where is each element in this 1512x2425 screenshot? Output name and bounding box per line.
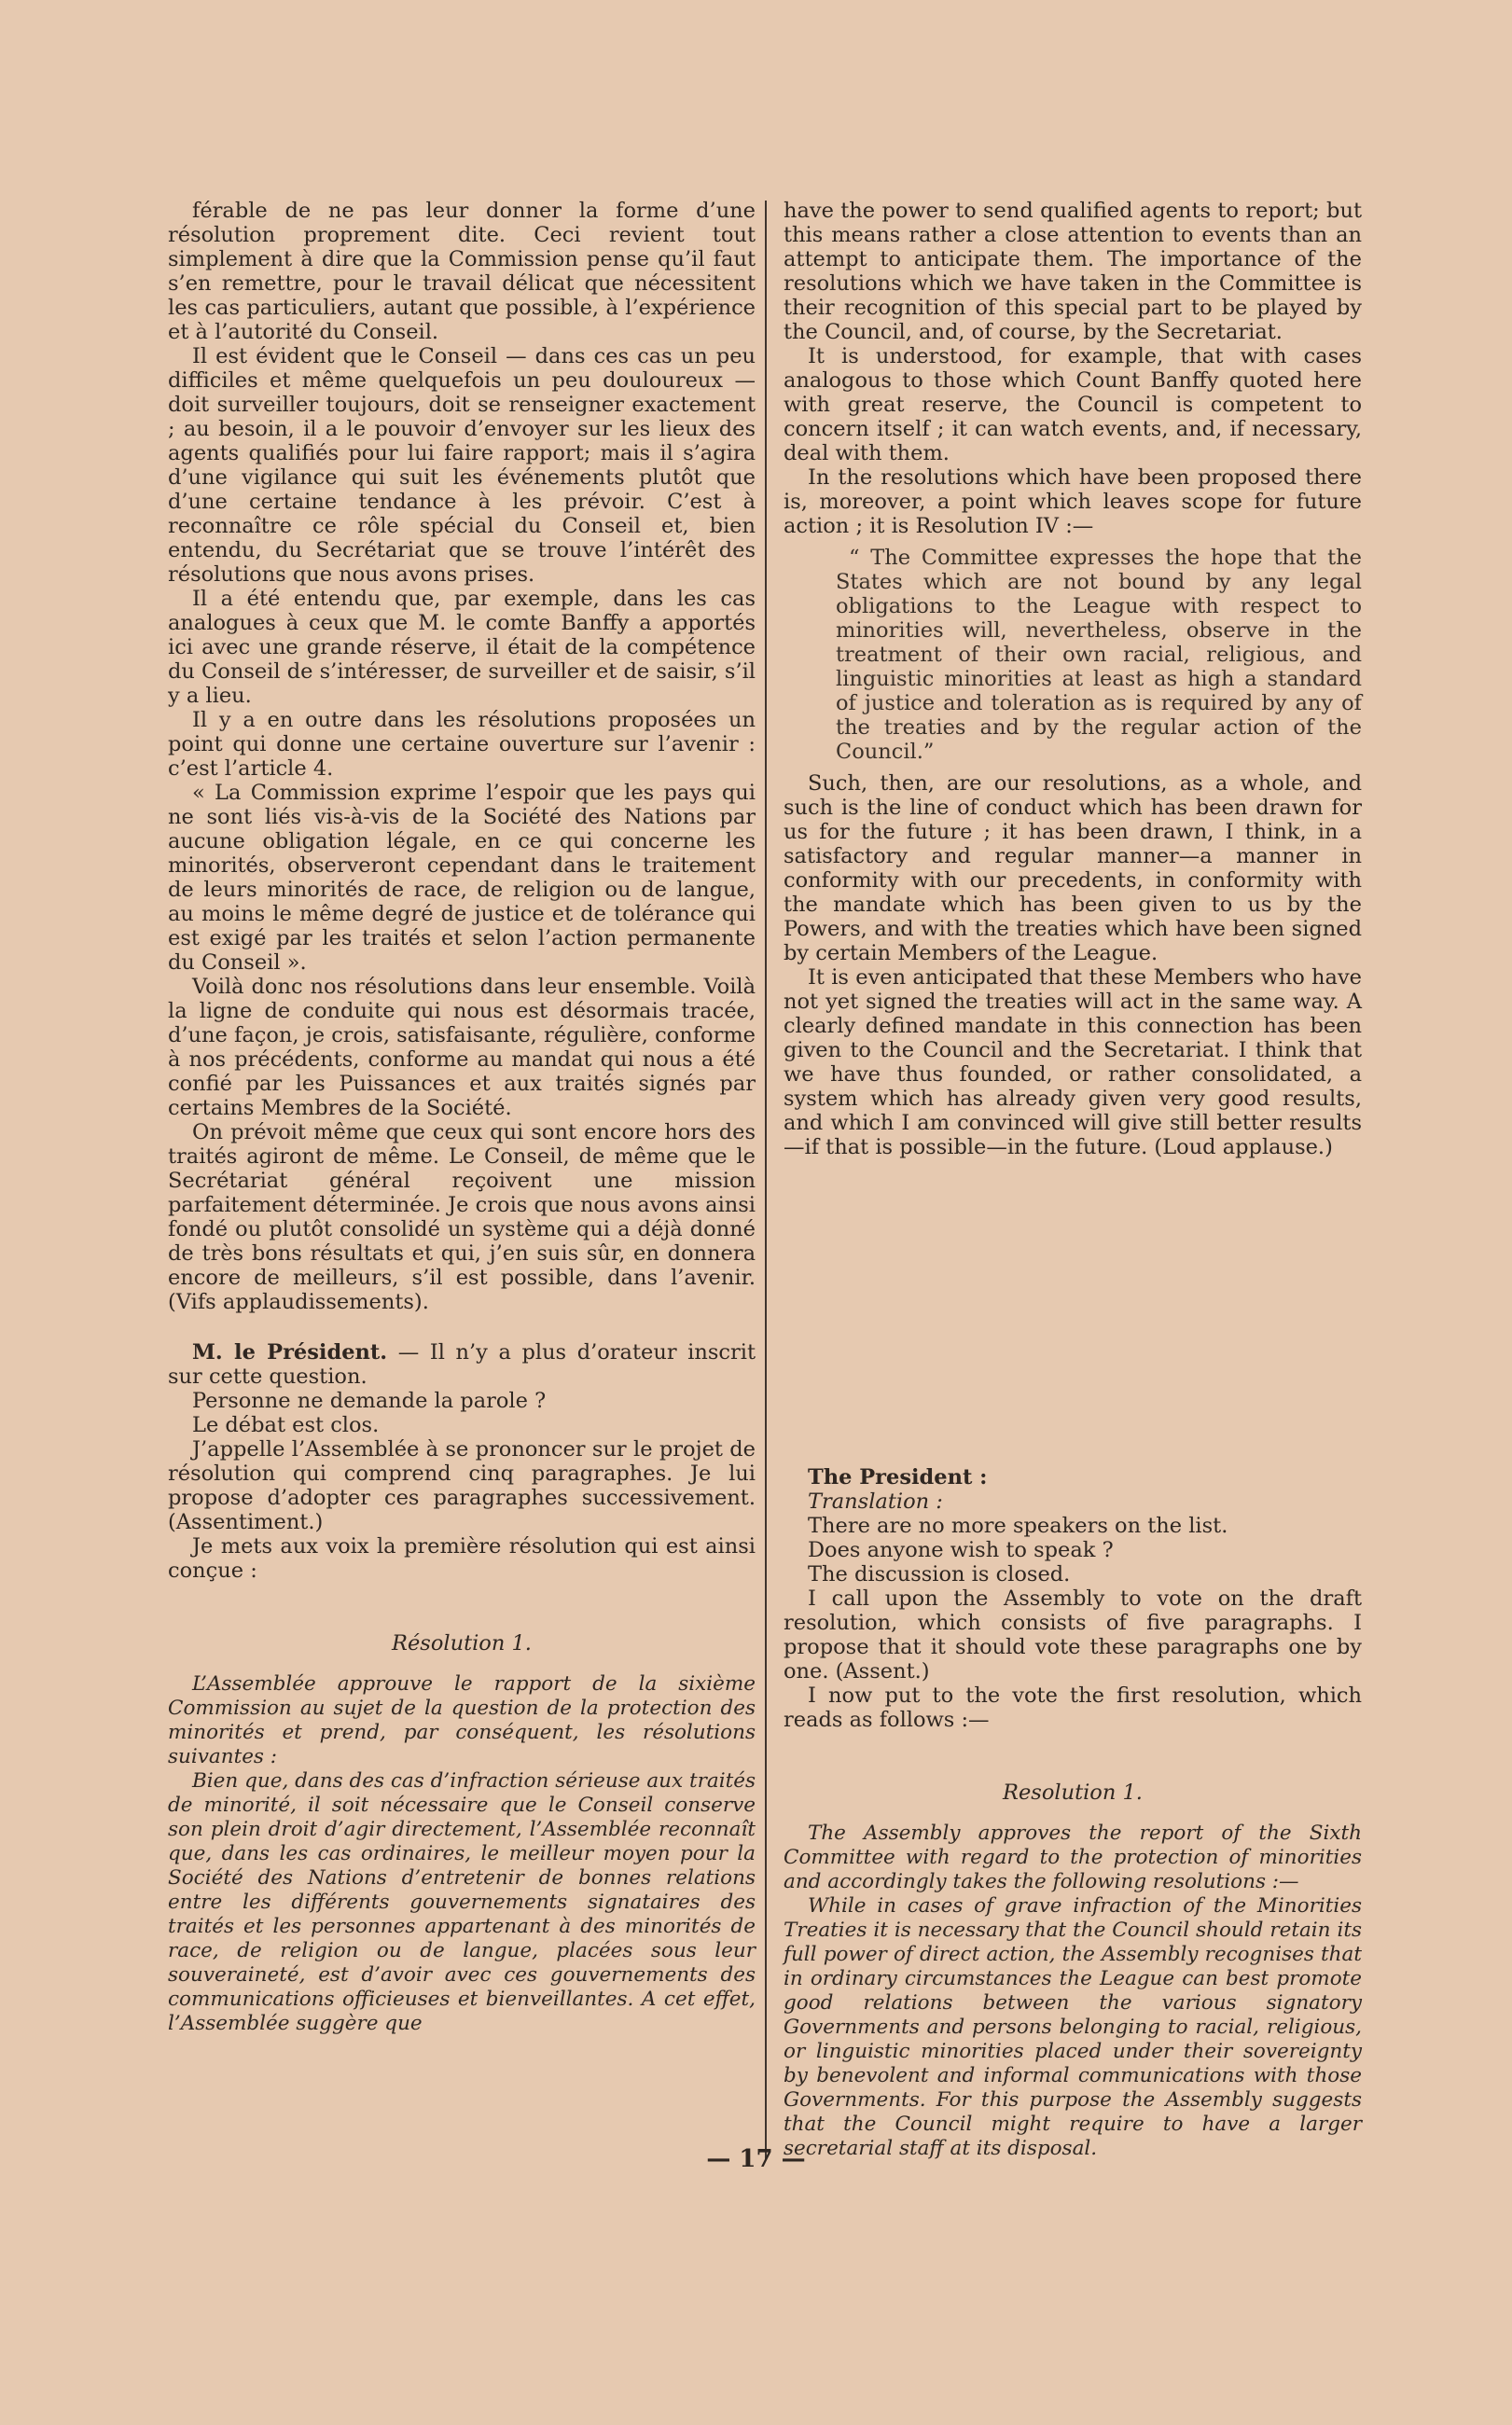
fr-president-line: J’appelle l’Assemblée à se prononcer sur le projet de résolution qui comprend cinq paragraphes. Je lui propose d’adopter ces paragraphes successivement. (Assentiment.) — [168, 1437, 756, 1534]
fr-president-line: Le débat est clos. — [192, 1413, 380, 1437]
en-paragraph: Such, then, are our resolutions, as a whole, and such is the line of conduct which has been drawn for us for the future ; it has been drawn, I think, in a satisfactory and regular manner—a manner in conformity with our precedents, in conformity with the mandate which has been given to us by the Powers, and with the treaties which have been signed by certain Members of the League. — [784, 771, 1362, 965]
fr-resolution-paragraph: Bien que, dans des cas d’infraction sérieuse aux traités de minorité, il soit nécessaire que le Conseil conserve son plein droit d’agir directement, l’Assemblée reconnaît que, dans les cas ordinaires, le meilleur moyen pour la Société des Nations d’entretenir de bonnes relations entre les différents gouvernements signataires des traités et les personnes appartenant à des minorités de race, de religion ou de langue, placées sous leur souveraineté, est d’avoir avec ces gouvernements des communications officieuses et bienveillantes. A cet effet, l’Assemblée suggère que — [168, 1769, 756, 2035]
fr-president-block — [168, 1340, 756, 1583]
english-column — [784, 199, 1362, 2161]
fr-president-line: — Il n’y a plus d’orateur inscrit sur cette question. — [168, 1340, 756, 1389]
en-president-line: I call upon the Assembly to vote on the draft resolution, which consists of five paragraphs. I propose that it should vote these paragraphs one by one. (Assent.) — [784, 1587, 1362, 1684]
page-number: — 17 — — [706, 2145, 806, 2173]
fr-paragraph: Il est évident que le Conseil — dans ces cas un peu difficiles et même quelquefois un peu douloureux — doit surveiller toujours, doit se renseigner exactement ; au besoin, il a le pouvoir d’envoyer sur les lieux des agents qualifiés pour lui faire rapport; mais il s’agira d’une vigilance qui suit les événements plutôt que d’une certaine tendance à les prévoir. C’est à reconnaître ce rôle spécial du Conseil et, bien entendu, du Secrétariat que se trouve l’intérêt des résolutions que nous avons prises. — [168, 344, 756, 587]
fr-quote-paragraph: « La Commission exprime l’espoir que les pays qui ne sont liés vis-à-vis de la Société des Nations par aucune obligation légale, en ce qui concerne les minorités, observeront cependant dans le traitement de leurs minorités de race, de religion ou de langue, au moins le même degré de justice et de tolérance qui est exigé par les traités et selon l’action permanente du Conseil ». — [168, 781, 756, 975]
en-paragraph: have the power to send qualified agents to report; but this means rather a close attention to events than an attempt to anticipate them. The importance of the resolutions which we have taken in the Committee is their recognition of this special part to be played by the Council, and, of course, by the Secretariat. — [784, 199, 1362, 344]
en-resolution-title: Resolution 1. — [1003, 1781, 1143, 1805]
fr-paragraph: On prévoit même que ceux qui sont encore hors des traités agiront de même. Le Conseil, de même que le Secrétariat général reçoivent une mission parfaitement déterminée. Je crois que nous avons ainsi fondé ou plutôt consolidé un système qui a déjà donné de très bons résultats et qui, j’en suis sûr, en donnera encore de meilleurs, s’il est possible, dans l’avenir. (Vifs applaudissements). — [168, 1120, 756, 1314]
en-paragraph: It is even anticipated that these Members who have not yet signed the treaties will act in the same way. A clearly defined mandate in this connection has been given to the Council and the Secretariat. I think that we have thus founded, or rather consolidated, a system which has already given very good results, and which I am convinced will give still better results—if that is possible—in the future. (Loud applause.) — [784, 965, 1362, 1159]
en-president-name: The President : — [808, 1465, 988, 1490]
column-divider — [765, 201, 767, 2159]
fr-paragraph: Voilà donc nos résolutions dans leur ensemble. Voilà la ligne de conduite qui nous est désormais tracée, d’une façon, je crois, satisfaisante, régulière, conforme à nos précédents, conforme au mandat qui nous a été confié par les Puissances et aux traités signés par certains Membres de la Société. — [168, 975, 756, 1120]
fr-resolution-paragraph: L’Assemblée approuve le rapport de la sixième Commission au sujet de la question de la protection des minorités et prend, par conséquent, les résolutions suivantes : — [168, 1672, 756, 1768]
fr-paragraph: Il y a en outre dans les résolutions proposées un point qui donne une certaine ouverture sur l’avenir : c’est l’article 4. — [168, 708, 756, 781]
translation-label: Translation : — [808, 1490, 943, 1514]
en-president-line: Does anyone wish to speak ? — [808, 1538, 1114, 1562]
en-resolution-text — [784, 1822, 1362, 2161]
french-column — [168, 199, 756, 2036]
en-president-line: There are no more speakers on the list. — [808, 1514, 1228, 1538]
fr-paragraph: Il a été entendu que, par exemple, dans les cas analogues à ceux que M. le comte Banffy a apportés ici avec une grande réserve, il était de la compétence du Conseil de s’intéresser, de surveiller et de saisir, s’il y a lieu. — [168, 587, 756, 708]
en-paragraph: In the resolutions which have been proposed there is, moreover, a point which leaves scope for future action ; it is Resolution IV :— — [784, 465, 1362, 538]
en-president-line: The discussion is closed. — [808, 1562, 1071, 1587]
en-resolution-paragraph: While in cases of grave infraction of the Minorities Treaties it is necessary that the Council should retain its full power of direct action, the Assembly recognises that in ordinary circumstances the League can best promote good relations between the various signatory Governments and persons belonging to racial, religious, or linguistic minorities placed under their sovereignty by benevolent and informal communications with those Governments. For this purpose the Assembly suggests that the Council might require to have a larger secretarial staff at its disposal. — [784, 1894, 1362, 2160]
en-quote: “ The Committee expresses the hope that the States which are not bound by any legal obligations to the League with respect to minorities will, nevertheless, observe in the treatment of their own racial, religious, and linguistic minorities at least as high a standard of justice and toleration as is required by any of the treaties and by the regular action of the Council.” — [836, 546, 1362, 764]
fr-president-line: Je mets aux voix la première résolution qui est ainsi conçue : — [168, 1534, 756, 1583]
en-president-block — [784, 1465, 1362, 1732]
fr-president-line: Personne ne demande la parole ? — [192, 1389, 547, 1413]
fr-resolution-title: Résolution 1. — [392, 1631, 532, 1656]
fr-president-name: M. le Président. — [192, 1340, 388, 1365]
fr-paragraph: férable de ne pas leur donner la forme d’une résolution proprement dite. Ceci revient tout simplement à dire que la Commission pense qu’il faut s’en remettre, pour le travail délicat que nécessitent les cas particuliers, autant que possible, à l’expérience et à l’autorité du Conseil. — [168, 199, 756, 344]
en-president-line: I now put to the vote the first resolution, which reads as follows :— — [784, 1684, 1362, 1732]
en-paragraph: It is understood, for example, that with cases analogous to those which Count Banffy quoted here with great reserve, the Council is competent to concern itself ; it can watch events, and, if necessary, deal with them. — [784, 344, 1362, 465]
fr-resolution-text — [168, 1672, 756, 2036]
blank-space — [784, 1159, 1362, 1439]
en-resolution-paragraph: The Assembly approves the report of the Sixth Committee with regard to the protection of minorities and accordingly takes the following resolutions :— — [784, 1822, 1362, 1893]
